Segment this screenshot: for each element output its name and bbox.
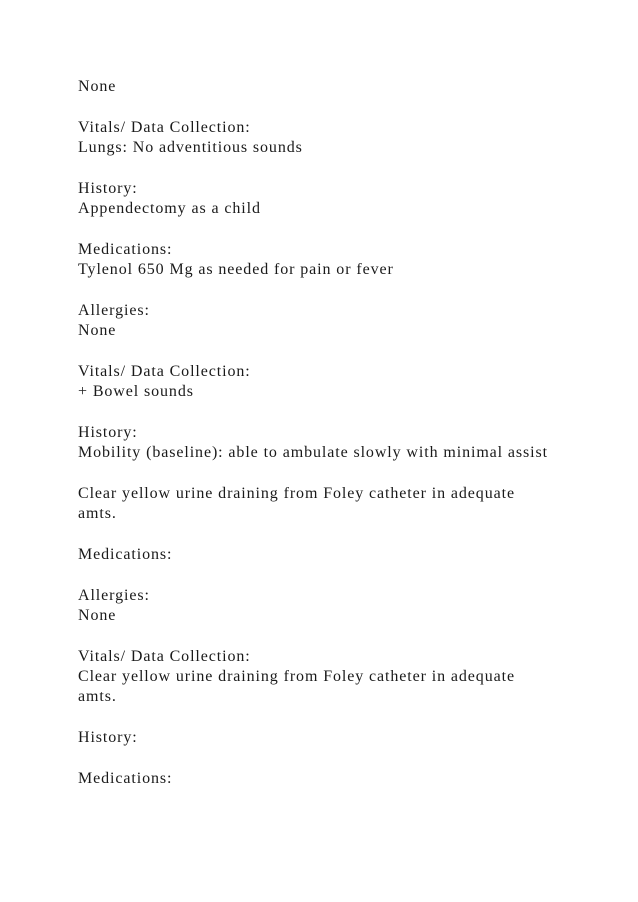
text-line: amts. — [78, 505, 117, 522]
section-heading: Medications: — [78, 241, 173, 258]
section-heading: History: — [78, 424, 138, 441]
text-line: + Bowel sounds — [78, 383, 194, 400]
section-heading: Vitals/ Data Collection: — [78, 119, 251, 136]
text-line: Clear yellow urine draining from Foley catheter in adequate — [78, 668, 515, 685]
section-heading: History: — [78, 729, 138, 746]
section-heading: Allergies: — [78, 587, 150, 604]
section-heading: Medications: — [78, 546, 173, 563]
text-line: Appendectomy as a child — [78, 200, 261, 217]
text-line: Mobility (baseline): able to ambulate slowly with minimal assist — [78, 444, 548, 461]
text-line: Lungs: No adventitious sounds — [78, 139, 303, 156]
text-line: None — [78, 78, 117, 95]
text-line: Tylenol 650 Mg as needed for pain or fever — [78, 261, 394, 278]
section-heading: History: — [78, 180, 138, 197]
section-heading: Vitals/ Data Collection: — [78, 363, 251, 380]
section-heading: Vitals/ Data Collection: — [78, 648, 251, 665]
text-line: amts. — [78, 688, 117, 705]
text-line: None — [78, 607, 117, 624]
section-heading: Medications: — [78, 770, 173, 787]
text-line: None — [78, 322, 117, 339]
section-heading: Allergies: — [78, 302, 150, 319]
text-line: Clear yellow urine draining from Foley catheter in adequate — [78, 485, 515, 502]
